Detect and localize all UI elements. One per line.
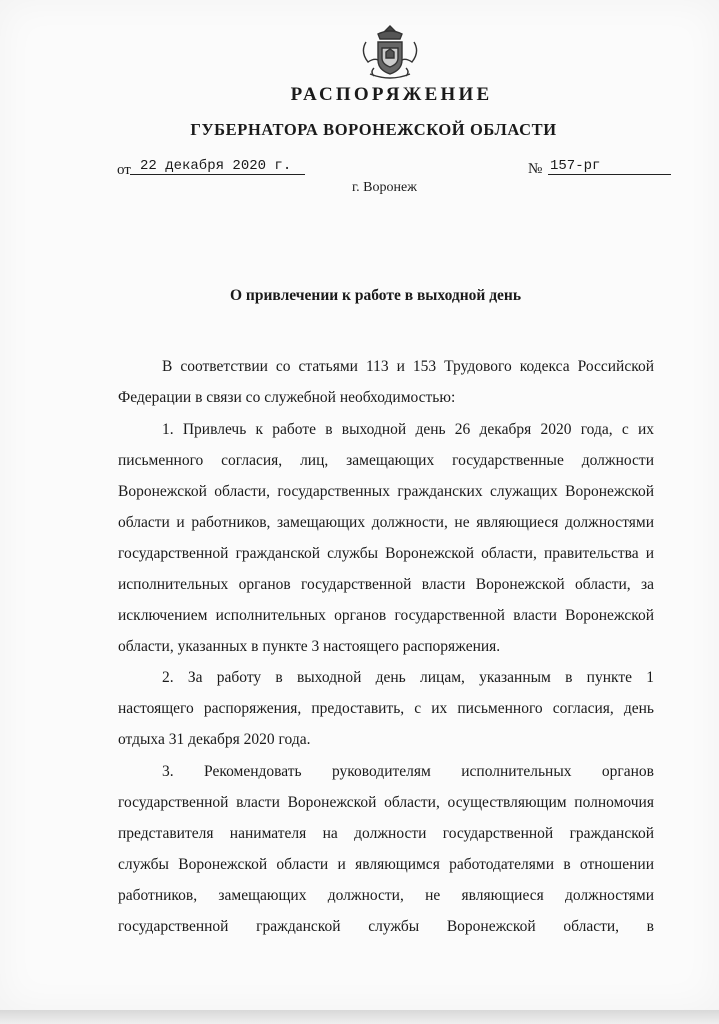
document-title: РАСПОРЯЖЕНИЕ (290, 84, 493, 105)
body-line: области, указанных в пункте 3 настоящего распоряжения. (118, 638, 501, 655)
body-line: государственной гражданской службы Воронежской области, правительства и (118, 545, 654, 562)
body-line: представителя нанимателя на должности государственной гражданской (118, 825, 654, 842)
number-prefix: № (528, 161, 543, 177)
body-line: Федерации в связи со служебной необходимостью: (118, 389, 456, 406)
date-prefix: от (117, 162, 131, 178)
body-line: работников, замещающих должности, не являющиеся должностями (118, 887, 654, 904)
coat-of-arms-emblem (356, 22, 424, 84)
body-line: исполнительных органов государственной власти Воронежской области, за (118, 576, 654, 593)
body-line: отдыха 31 декабря 2020 года. (118, 731, 311, 748)
body-line: области и работников, замещающих должности, не являющиеся должностями (118, 514, 654, 531)
body-line: настоящего распоряжения, предоставить, с их письменного согласия, день (118, 700, 654, 717)
body-line: В соответствии со статьями 113 и 153 Трудового кодекса Российской (162, 358, 654, 375)
body-line: 1. Привлечь к работе в выходной день 26 декабря 2020 года, с их (162, 421, 654, 438)
body-line: 2. За работу в выходной день лицам, указанным в пункте 1 (162, 669, 654, 686)
body-line: государственной власти Воронежской области, осуществляющим полномочия (118, 794, 654, 811)
document-subtitle: ГУБЕРНАТОРА ВОРОНЕЖСКОЙ ОБЛАСТИ (190, 120, 557, 139)
document-subject: О привлечении к работе в выходной день (230, 287, 522, 304)
body-line: государственной гражданской службы Воронежской области, в (118, 918, 654, 935)
body-line: письменного согласия, лиц, замещающих государственные должности (118, 452, 654, 469)
body-line: службы Воронежской области и являющимся работодателями в отношении (118, 856, 654, 873)
body-line: исключением исполнительных органов государственной власти Воронежской (118, 607, 654, 624)
body-line: Воронежской области, государственных гражданских служащих Воронежской (118, 483, 654, 500)
body-line: 3. Рекомендовать руководителям исполнительных органов (162, 763, 654, 780)
document-number: 157-рг (548, 158, 671, 175)
document-date: 22 декабря 2020 г. (130, 158, 305, 175)
document-city: г. Воронеж (352, 180, 417, 195)
